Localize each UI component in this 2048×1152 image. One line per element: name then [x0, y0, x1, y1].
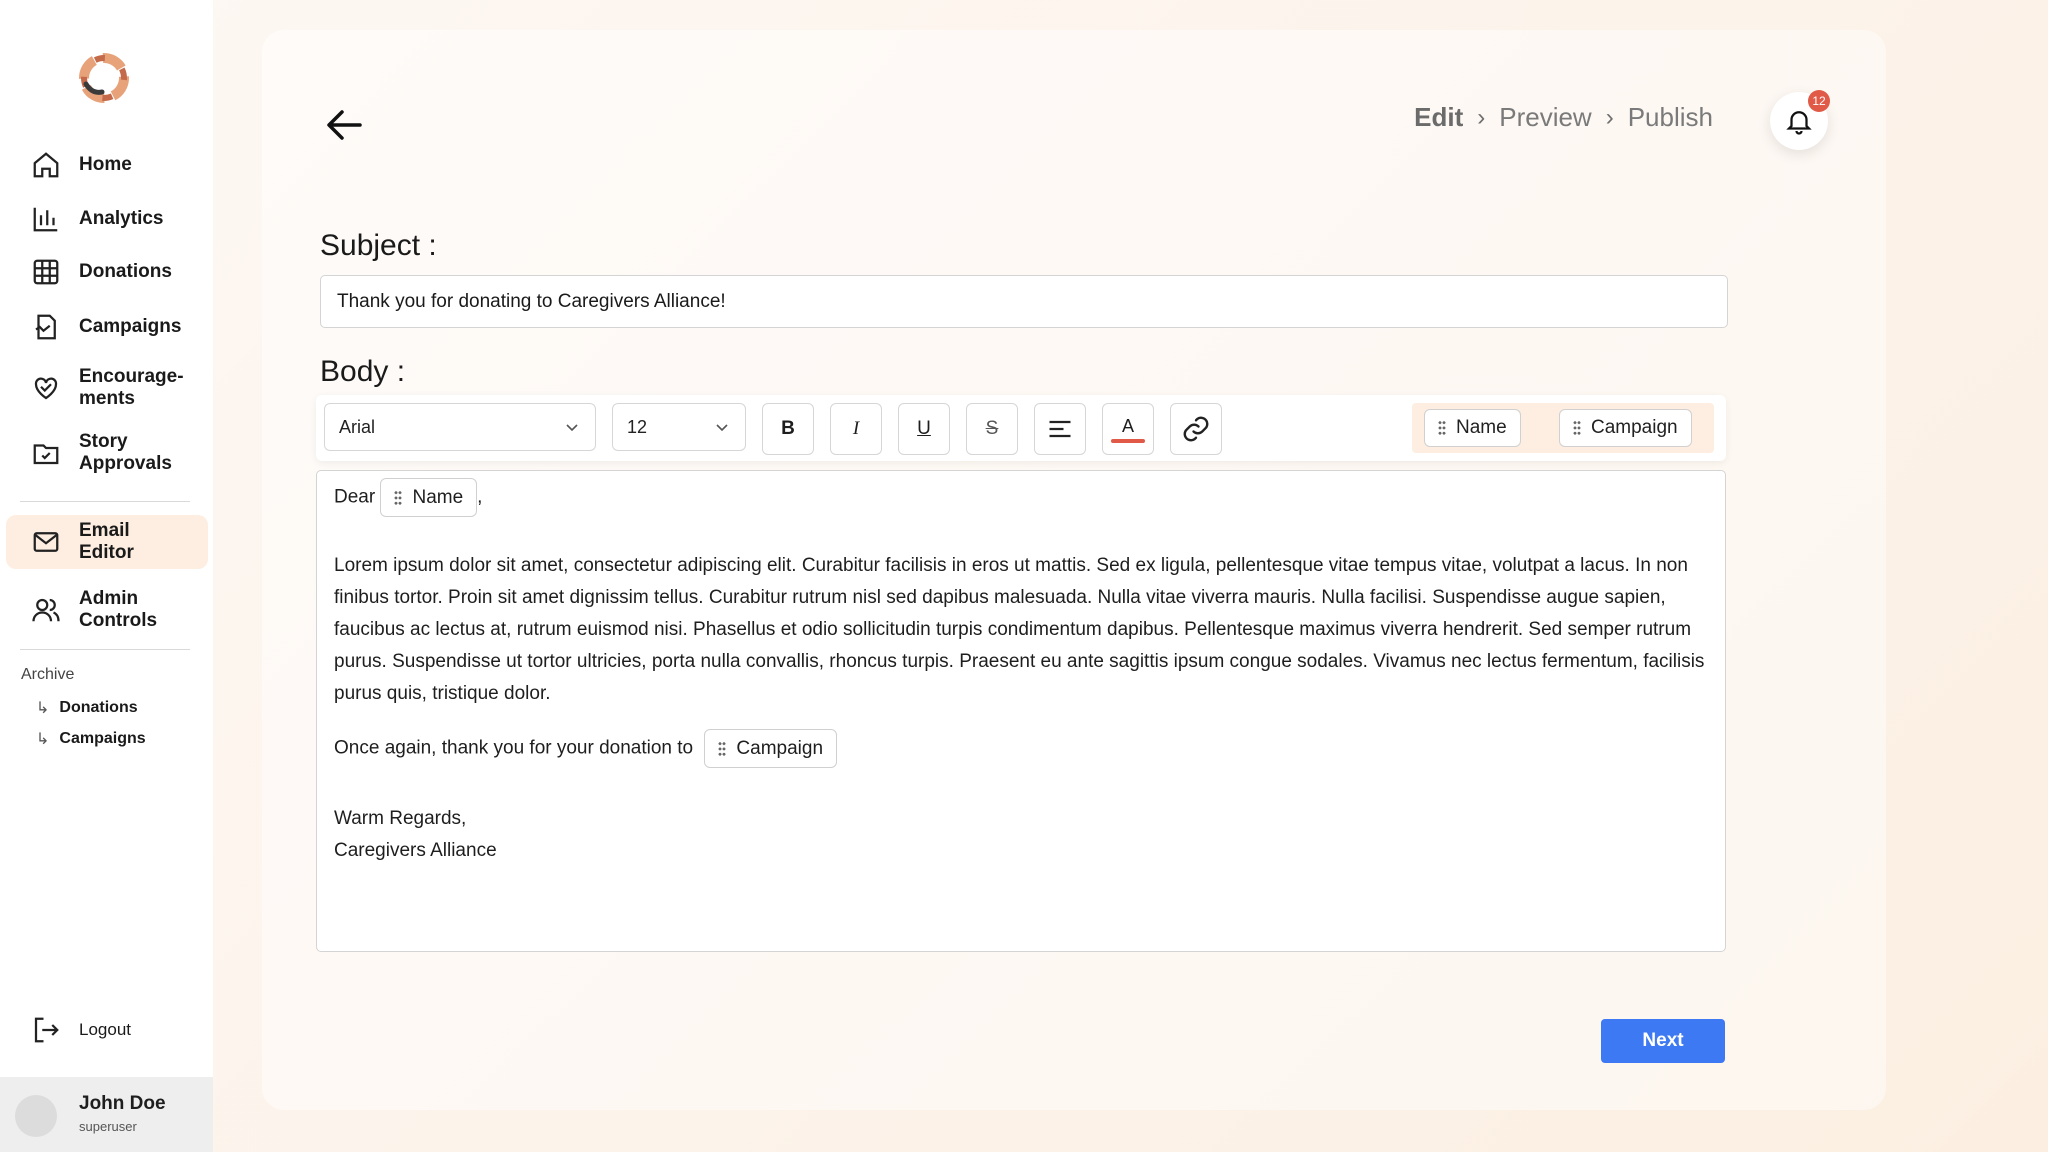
subject-label: Subject : [320, 229, 437, 262]
variables-group [1412, 403, 1714, 453]
mail-icon [30, 526, 62, 558]
notification-badge: 12 [1808, 90, 1830, 112]
return-arrow-icon: ↳ [36, 700, 50, 717]
archive-item-label: Donations [59, 699, 138, 716]
user-profile[interactable] [0, 1077, 213, 1152]
sidebar-item-story-approvals[interactable] [6, 425, 208, 481]
inline-variable-name[interactable] [380, 478, 477, 517]
align-left-icon [1046, 415, 1074, 443]
chevron-right-icon: › [1477, 103, 1486, 131]
archive-item-donations[interactable] [36, 698, 138, 718]
bar-chart-icon [30, 203, 62, 235]
drag-handle-icon [1573, 420, 1581, 436]
next-button[interactable]: Next [1601, 1019, 1725, 1063]
variable-chip-name[interactable] [1424, 409, 1521, 447]
insert-link-button[interactable] [1170, 403, 1222, 455]
strikethrough-icon: S [985, 418, 999, 439]
underline-icon: U [917, 418, 931, 439]
archive-item-campaigns[interactable] [36, 729, 146, 749]
sidebar-item-label: Admin Controls [79, 588, 158, 631]
notifications-button[interactable] [1770, 92, 1828, 150]
signature-line: Caregivers Alliance [334, 840, 497, 861]
divider [20, 649, 190, 650]
text-color-button[interactable] [1102, 403, 1154, 455]
sidebar-item-label: Email Editor [79, 520, 134, 563]
archive-item-label: Campaigns [59, 730, 146, 747]
user-role: superuser [79, 1119, 137, 1134]
formatting-toolbar [316, 395, 1726, 461]
email-body-editor[interactable] [316, 470, 1726, 952]
drag-handle-icon [1438, 420, 1446, 436]
variable-chip-campaign[interactable] [1559, 409, 1692, 447]
font-size-value: 12 [627, 416, 648, 437]
inline-variable-label: Campaign [736, 737, 824, 759]
align-button[interactable] [1034, 403, 1086, 455]
divider [20, 501, 190, 502]
arrow-left-icon [322, 103, 366, 147]
greeting-line [334, 478, 482, 517]
heart-hands-icon [30, 372, 62, 404]
folder-check-icon [30, 437, 62, 469]
font-family-select[interactable] [324, 403, 596, 451]
text-color-icon: A [1121, 415, 1134, 436]
sidebar-item-label: Analytics [79, 208, 164, 229]
logout-label: Logout [79, 1020, 131, 1039]
closing-text: Once again, thank you for your donation to [334, 737, 694, 759]
user-name: John Doe [79, 1093, 166, 1114]
font-size-select[interactable] [612, 403, 746, 451]
logo-icon [72, 46, 136, 110]
inline-variable-campaign[interactable] [704, 729, 837, 768]
archive-title: Archive [21, 666, 75, 683]
chevron-right-icon: › [1605, 103, 1614, 131]
sidebar-item-campaigns[interactable] [6, 300, 208, 354]
sidebar-item-label: Story Approvals [79, 431, 172, 474]
sidebar-item-admin-controls[interactable] [6, 582, 208, 638]
home-icon [30, 149, 62, 181]
sidebar-item-donations[interactable] [6, 245, 208, 299]
closing-line [334, 729, 837, 768]
bold-icon: B [781, 418, 795, 439]
breadcrumb-publish[interactable]: Publish [1627, 102, 1713, 132]
avatar [15, 1095, 57, 1137]
font-family-value: Arial [339, 416, 376, 437]
sidebar-item-label: Encourage- ments [79, 366, 184, 409]
document-icon [30, 311, 62, 343]
drag-handle-icon [718, 741, 726, 757]
italic-icon: I [852, 418, 860, 439]
users-icon [30, 594, 62, 626]
signoff-line: Warm Regards, [334, 808, 467, 829]
logout-icon [30, 1014, 62, 1046]
variable-chip-label: Campaign [1591, 417, 1678, 438]
sidebar-item-email-editor[interactable] [6, 515, 208, 569]
greeting-text: Dear [334, 486, 376, 508]
logout-button[interactable] [6, 1005, 208, 1055]
strikethrough-button[interactable] [966, 403, 1018, 455]
bold-button[interactable] [762, 403, 814, 455]
sidebar [0, 0, 213, 1152]
breadcrumb-edit[interactable]: Edit [1414, 102, 1464, 132]
sidebar-item-home[interactable] [6, 138, 208, 192]
underline-button[interactable] [898, 403, 950, 455]
body-label: Body : [320, 355, 406, 388]
sidebar-item-analytics[interactable] [6, 192, 208, 246]
variable-chip-label: Name [1456, 417, 1507, 438]
link-icon [1181, 414, 1211, 444]
subject-input[interactable] [320, 275, 1728, 328]
text-color-swatch [1111, 439, 1145, 443]
chevron-down-icon [713, 418, 731, 436]
body-paragraph: Lorem ipsum dolor sit amet, consectetur adipiscing elit. Curabitur facilisis in eros ut mattis. Sed ex ligula, pellentesque vitae tempus vitae, volutpat a lacus. In non finibus tortor. Proin sit amet dignissim tellus. Curabitur rutrum nisl sed dapibus malesuada. Nulla vitae viverra mauris. Nulla facilisi. Suspendisse augue sapien, faucibus ac lectus at, rutrum euismod nisi. Phasellus et odio sollicitudin turpis condimentum dapibus. Pellentesque maximus viverra hendrerit. Sed semper rutrum purus. Suspendisse ut tortor ultricies, porta nulla convallis, rhoncus turpis. Praesent eu ante sagittis ipsum congue sodales. Vivamus nec lectus fermentum, facilisis purus quis, tristique dolor. [334, 555, 1705, 704]
sidebar-item-label: Campaigns [79, 316, 182, 337]
sidebar-item-encouragements[interactable] [6, 360, 208, 416]
breadcrumb [1414, 102, 1713, 133]
chevron-down-icon [563, 418, 581, 436]
drag-handle-icon [394, 490, 402, 506]
grid-icon [30, 256, 62, 288]
italic-button[interactable] [830, 403, 882, 455]
sidebar-item-label: Home [79, 154, 132, 175]
return-arrow-icon: ↳ [36, 731, 50, 748]
back-button[interactable] [322, 103, 366, 147]
inline-variable-label: Name [412, 486, 464, 508]
sidebar-item-label: Donations [79, 261, 172, 282]
greeting-comma: , [477, 486, 483, 508]
breadcrumb-preview[interactable]: Preview [1499, 102, 1592, 132]
bell-icon [1784, 106, 1814, 136]
